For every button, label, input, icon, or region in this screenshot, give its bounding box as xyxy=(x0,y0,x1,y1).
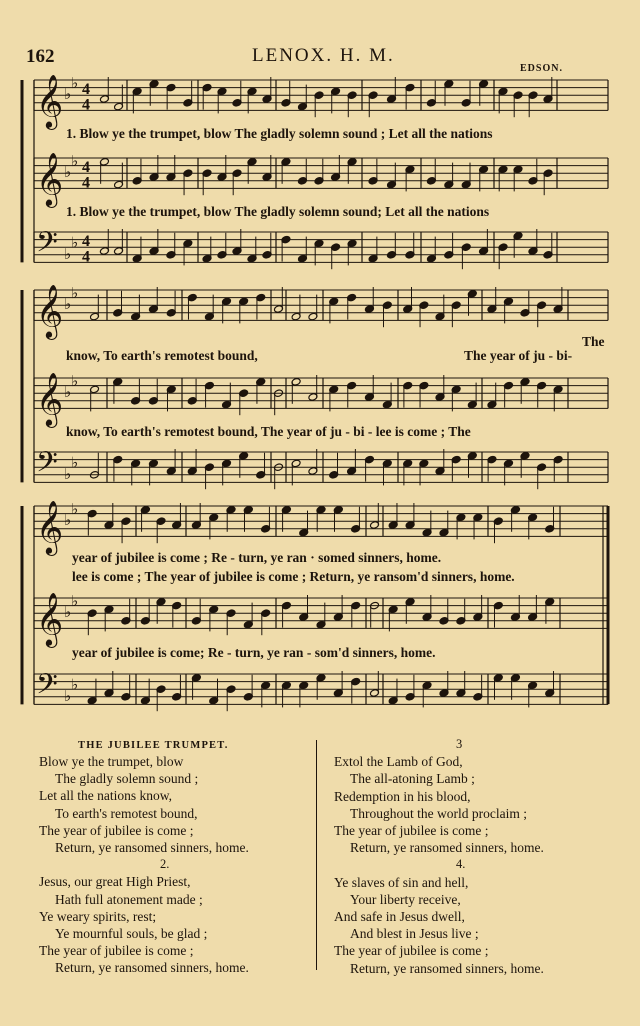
bass-clef: 𝄢 xyxy=(36,225,58,266)
verse-line: The year of jubilee is come ; xyxy=(334,823,489,838)
verse-line: Ye slaves of sin and hell, xyxy=(334,874,469,890)
flat-sign: ♭ xyxy=(71,373,79,390)
flat-sign: ♭ xyxy=(71,235,79,252)
flat-sign: ♭ xyxy=(71,75,79,92)
lyric-line: year of jubilee is come ; Re - turn, ye ran · somed sinners, home. xyxy=(72,550,442,565)
verse-line: To earth's remotest bound, xyxy=(55,805,198,821)
verse-line: Let all the nations know, xyxy=(39,788,172,804)
verse-line: Throughout the world proclaim ; xyxy=(350,805,527,821)
verse-line: The year of jubilee is come ; xyxy=(334,943,489,959)
tune-title: LENOX. H. M. xyxy=(252,45,395,66)
verse-line: Return, ye ransomed sinners, home. xyxy=(55,840,249,855)
treble-clef: 𝄞 xyxy=(36,371,64,426)
page-number: 162 xyxy=(26,46,55,67)
composer-name: EDSON. xyxy=(520,63,563,74)
verse-line: Blow ye the trumpet, blow xyxy=(39,754,184,769)
lyric-line: year of jubilee is come; Re - turn, ye ran - som'd sinners, home. xyxy=(72,645,436,660)
lyric-line: know, To earth's remotest bound, xyxy=(66,348,258,363)
bass-clef: 𝄢 xyxy=(36,667,58,708)
verse-line: And blest in Jesus live ; xyxy=(350,926,479,942)
verse-line: Hath full atonement made ; xyxy=(55,891,203,907)
lyric-line: lee is come ; The year of jubilee is come ; Return, ye ransom'd sinners, home. xyxy=(72,569,515,584)
stanza-number: 4. xyxy=(456,857,466,872)
bass-clef: 𝄢 xyxy=(36,445,58,486)
flat-sign: ♭ xyxy=(71,285,79,302)
flat-sign: ♭ xyxy=(64,297,72,314)
verse-line: Ye mournful souls, be glad ; xyxy=(55,926,208,941)
verse-line: Redemption in his blood, xyxy=(334,788,471,804)
treble-clef: 𝄞 xyxy=(36,591,64,646)
verse-line: Return, ye ransomed sinners, home. xyxy=(350,840,544,856)
verse-line: Ye weary spirits, rest; xyxy=(39,908,157,924)
time-signature: 4 xyxy=(82,159,90,177)
time-signature: 4 xyxy=(82,96,90,114)
column-divider xyxy=(316,740,317,970)
flat-sign: ♭ xyxy=(71,593,79,610)
verse-line: Your liberty receive, xyxy=(350,891,461,907)
time-signature: 4 xyxy=(82,233,90,251)
lyric-line: 1. Blow ye the trumpet, blow The gladly solemn sound ; Let all the nations xyxy=(66,126,493,141)
treble-clef: 𝄞 xyxy=(36,283,64,338)
flat-sign: ♭ xyxy=(64,87,72,104)
verse-line: Jesus, our great High Priest, xyxy=(39,874,191,890)
poem-title: THE JUBILEE TRUMPET. xyxy=(78,740,229,751)
verse-line: The year of jubilee is come ; xyxy=(39,943,194,959)
treble-clef: 𝄞 xyxy=(36,73,64,128)
flat-sign: ♭ xyxy=(64,246,72,263)
flat-sign: ♭ xyxy=(71,153,79,170)
flat-sign: ♭ xyxy=(71,677,79,694)
verse-line: The all-atoning Lamb ; xyxy=(350,771,475,787)
verse-line: Return, ye ransomed sinners, home. xyxy=(55,960,249,976)
flat-sign: ♭ xyxy=(64,165,72,182)
verse-line: The gladly solemn sound ; xyxy=(55,771,199,787)
verse-line: Extol the Lamb of God, xyxy=(334,754,463,770)
flat-sign: ♭ xyxy=(64,605,72,622)
lyric-line: 1. Blow ye the trumpet, blow The gladly solemn sound; Let all the nations xyxy=(66,204,490,219)
flat-sign: ♭ xyxy=(71,455,79,472)
verse-line: The year of jubilee is come ; xyxy=(39,822,194,838)
flat-sign: ♭ xyxy=(64,466,72,483)
flat-sign: ♭ xyxy=(71,501,79,518)
stanza-number: 3 xyxy=(456,737,463,751)
flat-sign: ♭ xyxy=(64,385,72,402)
treble-clef: 𝄞 xyxy=(36,499,64,554)
lyric-line: The xyxy=(582,334,605,349)
treble-clef: 𝄞 xyxy=(36,151,64,206)
verse-line: And safe in Jesus dwell, xyxy=(334,909,465,924)
flat-sign: ♭ xyxy=(64,688,72,705)
time-signature: 4 xyxy=(82,81,90,99)
flat-sign: ♭ xyxy=(64,513,72,530)
time-signature: 4 xyxy=(82,248,90,266)
time-signature: 4 xyxy=(82,174,90,192)
lyric-line: The year of ju - bi- xyxy=(464,348,573,363)
stanza-number: 2. xyxy=(160,857,170,872)
verse-line: Return, ye ransomed sinners, home. xyxy=(350,960,544,976)
lyric-line: know, To earth's remotest bound, The year of ju - bi - lee is come ; The xyxy=(66,424,471,439)
